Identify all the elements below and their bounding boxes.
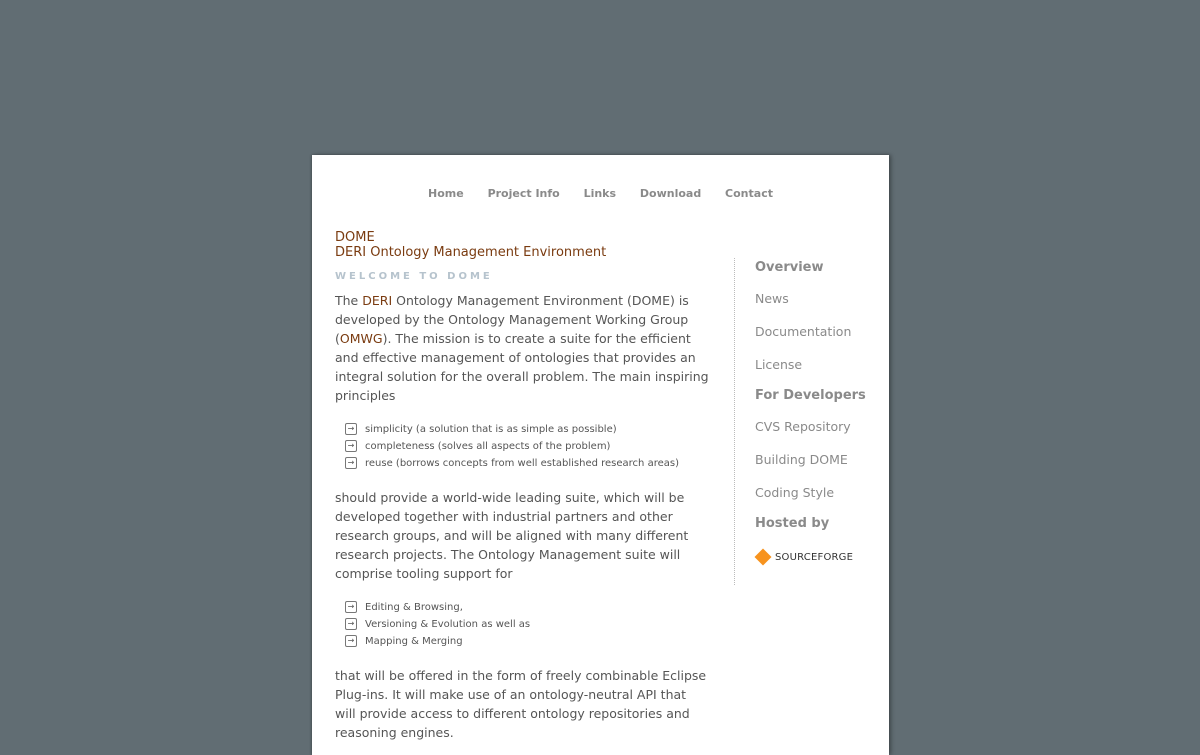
principles-list [345,421,710,472]
list-item [345,599,710,616]
sidebar-item-cvs[interactable]: CVS Repository [755,419,851,434]
list-item-text: completeness (solves all aspects of the problem) [365,441,611,452]
top-nav [312,187,889,200]
intro-paragraph [335,291,710,405]
main-content [335,291,710,742]
intro-text-3: ). The mission is to create a suite for the efficient and effective management of ontologies that provides an integral solution for the overall problem. The main inspiring principles [335,331,709,403]
header-title: DOME [335,230,375,245]
deri-link[interactable]: DERI [362,293,393,308]
nav-download[interactable]: Download [639,187,702,200]
list-item [345,421,710,438]
arrow-right-icon: → [345,635,357,647]
sidebar-item-license[interactable]: License [755,357,803,372]
sidebar-overview[interactable]: Overview [755,260,824,275]
list-item-text: Versioning & Evolution as well as [365,619,531,630]
nav-project-info[interactable]: Project Info [487,187,560,200]
arrow-right-icon: → [345,457,357,469]
page-container [312,155,889,755]
list-item [345,455,710,472]
sidebar-item-news[interactable]: News [755,291,789,306]
nav-home[interactable]: Home [428,187,464,200]
intro-text-1: The [335,293,363,308]
sourceforge-logo[interactable] [755,551,885,563]
sidebar-heading-hosted: Hosted by [755,516,830,531]
list-item-text: reuse (borrows concepts from well established research areas) [365,458,679,469]
arrow-right-icon: → [345,440,357,452]
intro-text-2: Ontology Management Environment (DOME) is developed by the Ontology Management Working Group ( [335,293,689,346]
list-item-text: Editing & Browsing, [365,602,463,613]
arrow-right-icon: → [345,601,357,613]
sidebar [734,258,885,585]
second-paragraph: should provide a world-wide leading suite, which will be developed together with industrial partners and other research groups, and will be aligned with many different research projects. The Ontology Management suite will comprise tooling support for [335,490,689,581]
header-subtitle: DERI Ontology Management Environment [335,245,607,260]
page-header [335,230,606,260]
nav-links[interactable]: Links [583,187,617,200]
omwg-link[interactable]: OMWG [339,331,383,346]
tooling-list [345,599,710,650]
sourceforge-label: SOURCEFORGE [775,551,854,563]
list-item [345,616,710,633]
sidebar-heading-developers: For Developers [755,388,866,403]
arrow-right-icon: → [345,423,357,435]
nav-contact[interactable]: Contact [725,187,773,200]
third-paragraph: that will be offered in the form of freely combinable Eclipse Plug-ins. It will make use of an ontology-neutral API that will provide access to different ontology repositories and reasoning engines. [335,668,707,740]
list-item-text: simplicity (a solution that is as simple as possible) [365,424,617,435]
sourceforge-icon [755,549,772,566]
welcome-heading: WELCOME TO DOME [335,271,493,282]
arrow-right-icon: → [345,618,357,630]
list-item [345,438,710,455]
sidebar-item-documentation[interactable]: Documentation [755,324,852,339]
list-item [345,633,710,650]
sidebar-item-building[interactable]: Building DOME [755,452,848,467]
sidebar-item-coding-style[interactable]: Coding Style [755,485,835,500]
list-item-text: Mapping & Merging [365,636,463,647]
